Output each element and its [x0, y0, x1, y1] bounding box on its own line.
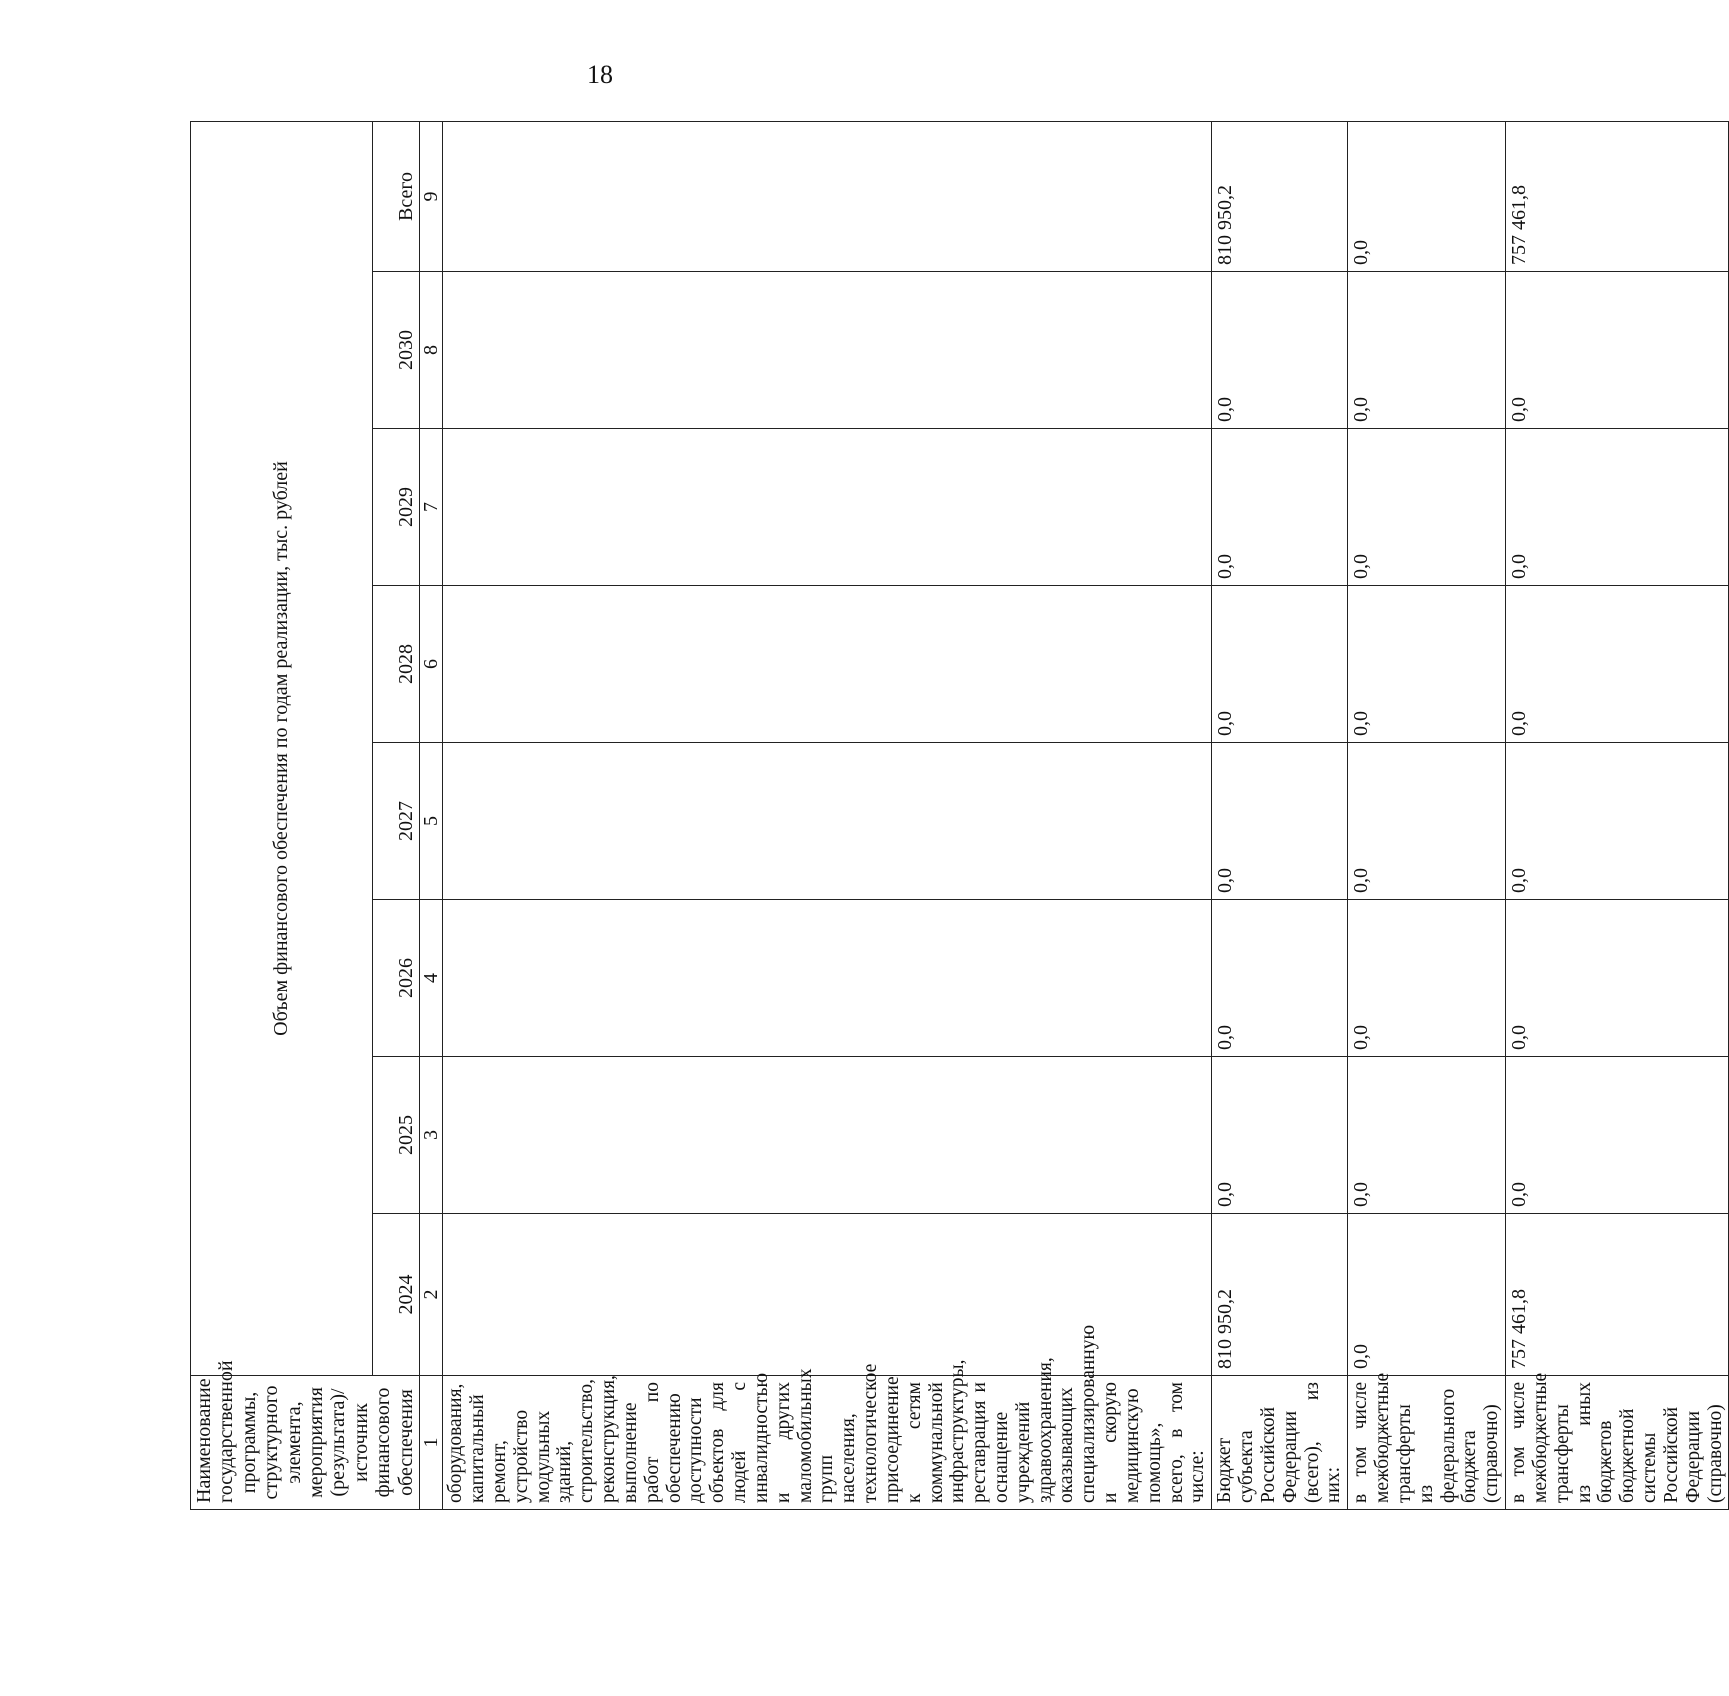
value-cell: 0,0	[1212, 1057, 1348, 1214]
value-cell: 0,0	[1348, 121, 1506, 271]
index-cell: 6	[419, 586, 442, 743]
header-year-2025: 2025	[372, 1057, 419, 1214]
row-name: в том числе межбюджетные трансферты из федерального бюджета (справочно)	[1348, 1376, 1506, 1510]
header-row-titles	[191, 121, 373, 1509]
index-cell: 8	[419, 272, 442, 429]
table-row	[1348, 121, 1506, 1509]
value-cell	[443, 121, 1212, 271]
value-cell: 0,0	[1212, 429, 1348, 586]
value-cell: 0,0	[1506, 272, 1729, 429]
value-cell	[443, 429, 1212, 586]
value-cell: 757 461,8	[1506, 121, 1729, 271]
index-cell: 1	[419, 1376, 442, 1510]
index-cell: 2	[419, 1214, 442, 1376]
funding-table	[190, 121, 1729, 1510]
header-year-2028: 2028	[372, 586, 419, 743]
value-cell: 0,0	[1212, 900, 1348, 1057]
header-year-2026: 2026	[372, 900, 419, 1057]
header-year-2024: 2024	[372, 1214, 419, 1376]
value-cell: 810 950,2	[1212, 1214, 1348, 1376]
value-cell: 0,0	[1348, 1214, 1506, 1376]
value-cell: 0,0	[1348, 586, 1506, 743]
row-name: Бюджет субъекта Российской Федерации (всего), из них:	[1212, 1376, 1348, 1510]
index-cell: 9	[419, 121, 442, 271]
funding-table-rotated	[190, 122, 1726, 1510]
header-row-years	[372, 121, 419, 1509]
value-cell: 810 950,2	[1212, 121, 1348, 271]
value-cell: 0,0	[1212, 272, 1348, 429]
value-cell	[443, 586, 1212, 743]
header-year-2030: 2030	[372, 272, 419, 429]
table-row	[1506, 121, 1729, 1509]
header-total: Всего	[372, 121, 419, 271]
value-cell	[443, 1057, 1212, 1214]
value-cell: 0,0	[1348, 429, 1506, 586]
index-cell: 7	[419, 429, 442, 586]
value-cell: 0,0	[1348, 1057, 1506, 1214]
header-volume-title: Объем финансового обеспечения по годам реализации, тыс. рублей	[191, 121, 373, 1375]
value-cell: 0,0	[1506, 900, 1729, 1057]
header-year-2029: 2029	[372, 429, 419, 586]
value-cell: 0,0	[1506, 586, 1729, 743]
header-name-column: Наименование государственной программы, структурного элемента, мероприятия (результата)/источник финансового обеспечения	[191, 1376, 420, 1510]
value-cell	[443, 900, 1212, 1057]
value-cell: 0,0	[1212, 743, 1348, 900]
value-cell: 0,0	[1212, 586, 1348, 743]
value-cell: 0,0	[1348, 743, 1506, 900]
value-cell: 0,0	[1506, 429, 1729, 586]
page-number: 18	[587, 60, 613, 89]
table-row	[1212, 121, 1348, 1509]
table-row	[443, 121, 1212, 1509]
row-name: оборудования, капитальный ремонт, устройство модульных зданий, строительство, реконструкция, выполнение работ по обеспечению доступности объектов для людей с инвалидностью и других маломобильных групп населения, технологическое присоединение к сетям коммунальной инфраструктуры, реставрация и оснащение учреждений здравоохранения, оказывающих специализированную и скорую медицинскую помощь», всего, в том числе:	[443, 1376, 1212, 1510]
value-cell: 0,0	[1348, 272, 1506, 429]
index-cell: 4	[419, 900, 442, 1057]
header-row-index	[419, 121, 442, 1509]
index-cell: 5	[419, 743, 442, 900]
value-cell	[443, 272, 1212, 429]
value-cell	[443, 743, 1212, 900]
value-cell: 0,0	[1506, 1057, 1729, 1214]
header-year-2027: 2027	[372, 743, 419, 900]
value-cell: 0,0	[1348, 900, 1506, 1057]
value-cell: 757 461,8	[1506, 1214, 1729, 1376]
index-cell: 3	[419, 1057, 442, 1214]
row-name: в том числе межбюджетные трансферты из иных бюджетов бюджетной системы Российской Федерации (справочно)	[1506, 1376, 1729, 1510]
value-cell: 0,0	[1506, 743, 1729, 900]
